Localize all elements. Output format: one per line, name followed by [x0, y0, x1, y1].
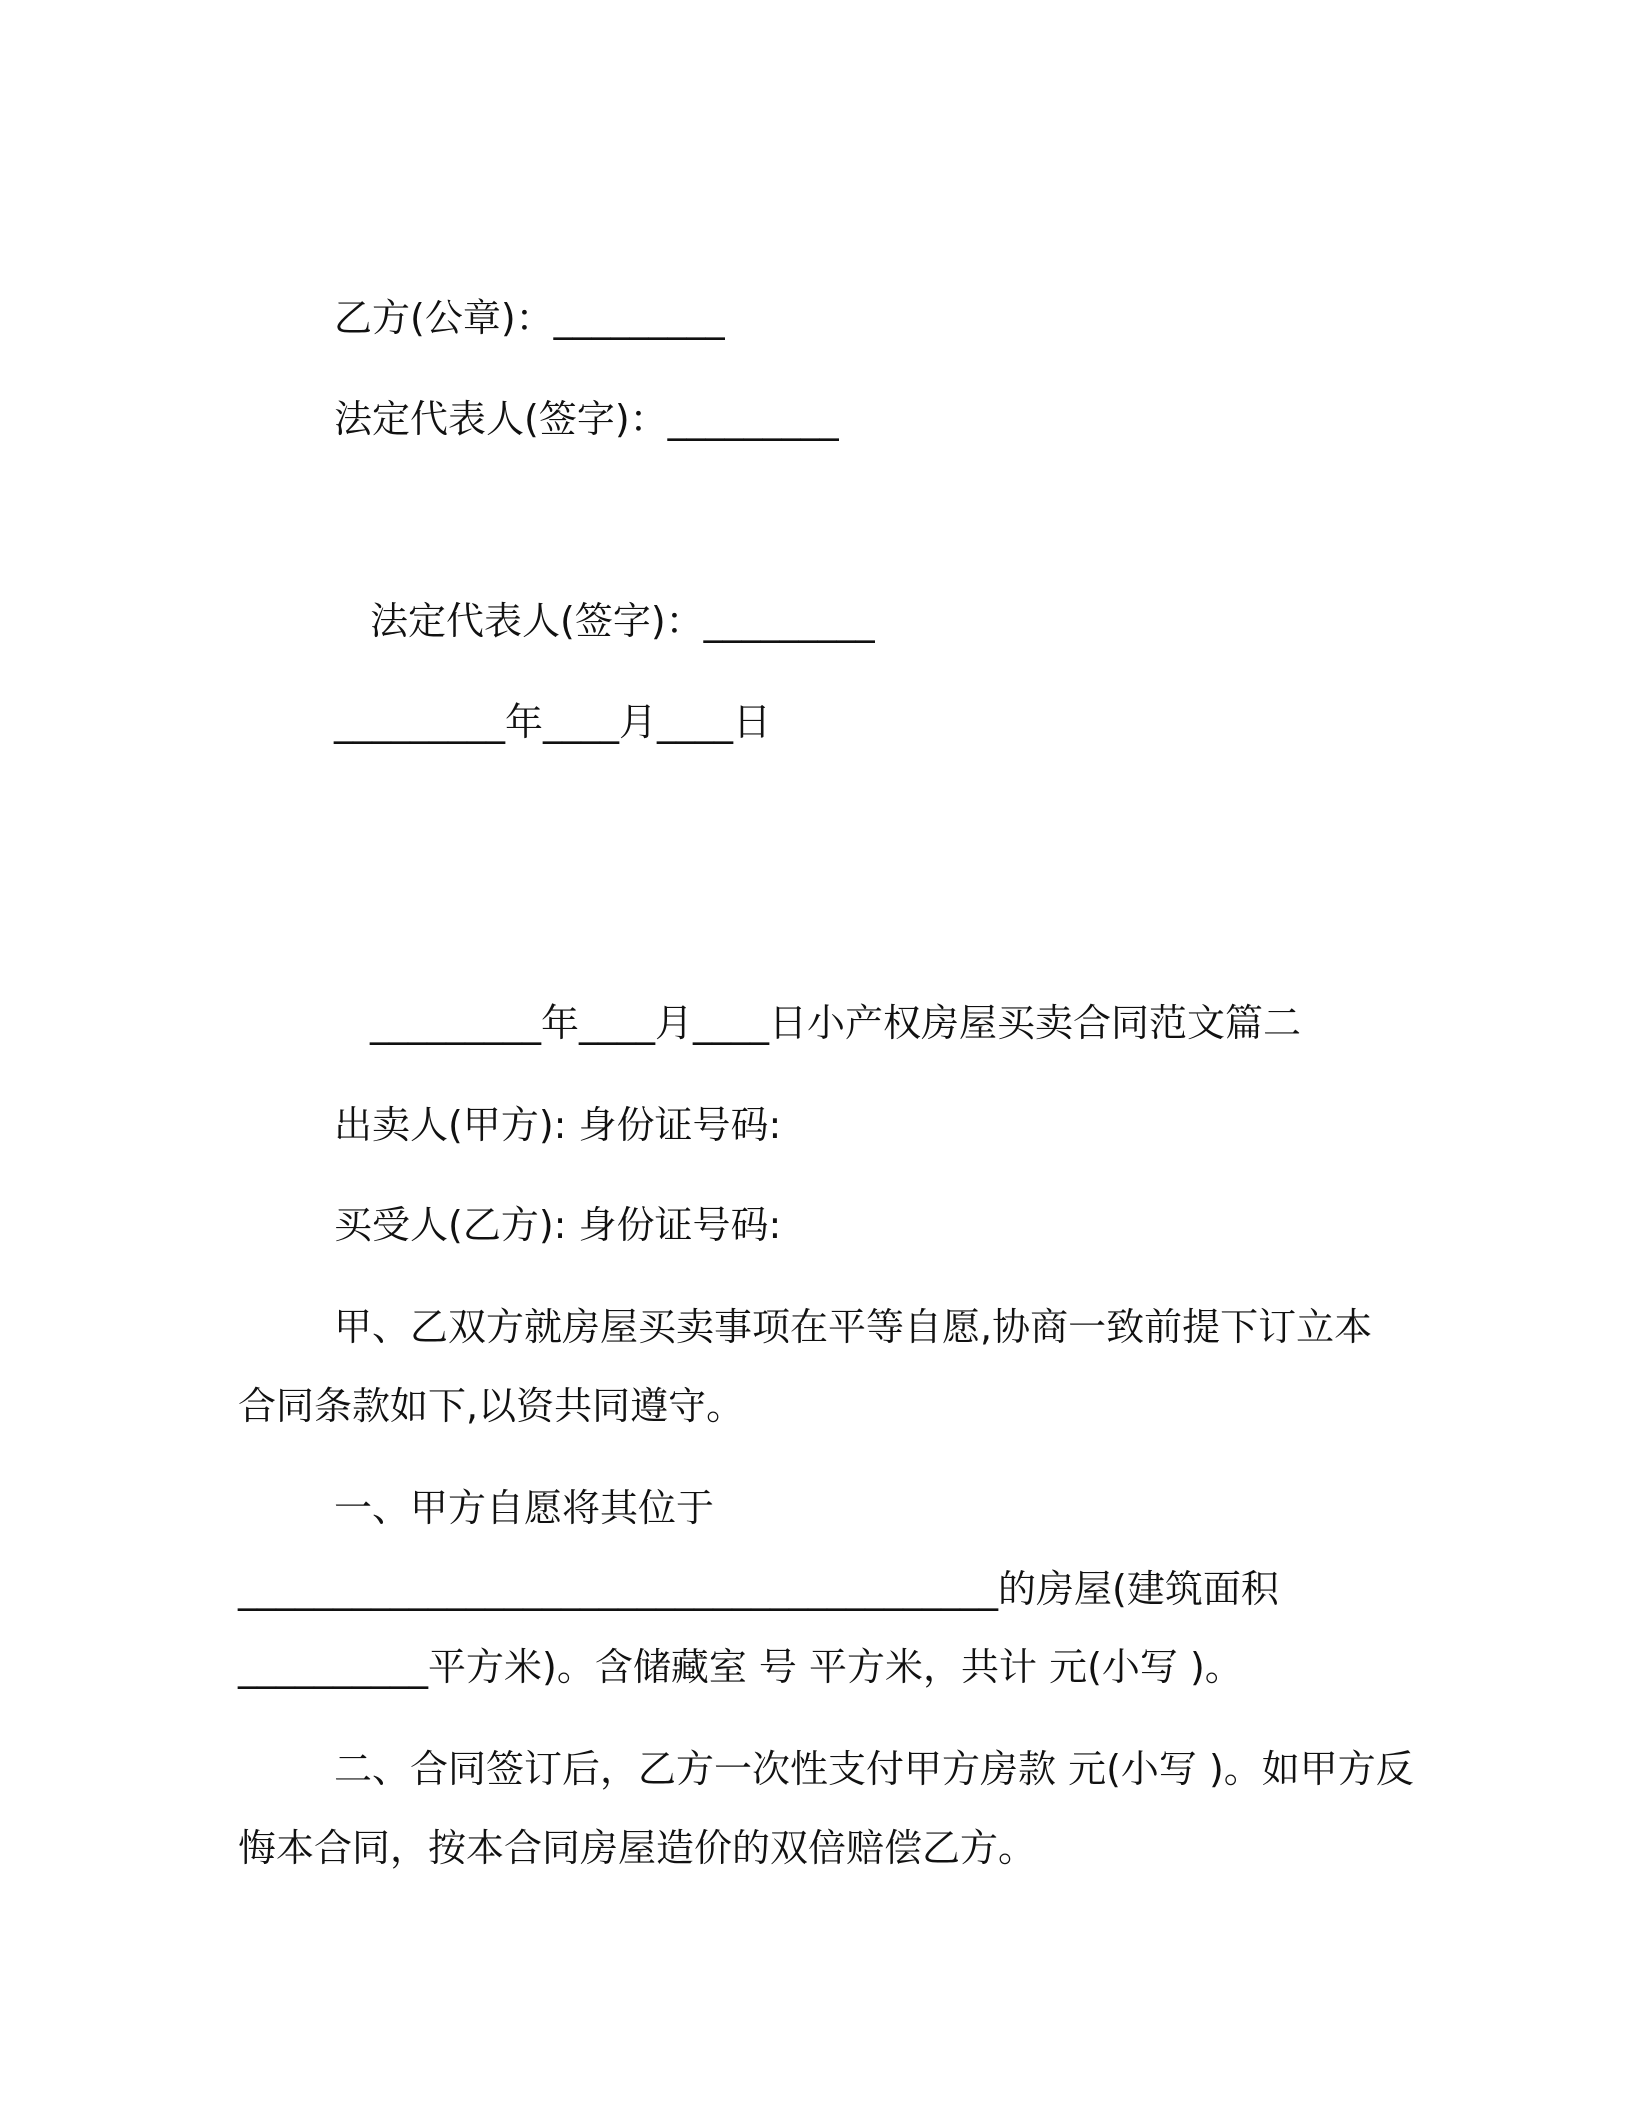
- legal-rep-sign-line: 法定代表人(签字)：_________: [334, 397, 839, 441]
- intro-paragraph-line-2: 合同条款如下,以资共同遵守。: [238, 1384, 745, 1428]
- party-b-seal-line: 乙方(公章)：_________: [334, 296, 725, 340]
- clause-one-line-2: ________________________________________的房屋(建筑面积: [238, 1567, 1279, 1611]
- section-heading: _________年____月____日小产权房屋买卖合同范文篇二: [370, 1001, 1302, 1045]
- seller-line: 出卖人(甲方): 身份证号码:: [334, 1103, 782, 1147]
- clause-one-line-3: __________平方米)。含储藏室 号 平方米，共计 元(小写 )。: [238, 1645, 1243, 1689]
- buyer-line: 买受人(乙方): 身份证号码:: [334, 1203, 782, 1247]
- clause-one-line-1: 一、甲方自愿将其位于: [334, 1486, 715, 1530]
- legal-rep-sign-line-2: 法定代表人(签字)：_________: [370, 599, 875, 643]
- clause-two-line-2: 悔本合同，按本合同房屋造价的双倍赔偿乙方。: [238, 1826, 1037, 1870]
- date-line: _________年____月____日: [334, 700, 772, 744]
- clause-two-line-1: 二、合同签订后，乙方一次性支付甲方房款 元(小写 )。如甲方反: [334, 1747, 1414, 1791]
- intro-paragraph-line-1: 甲、乙双方就房屋买卖事项在平等自愿,协商一致前提下订立本: [334, 1305, 1373, 1349]
